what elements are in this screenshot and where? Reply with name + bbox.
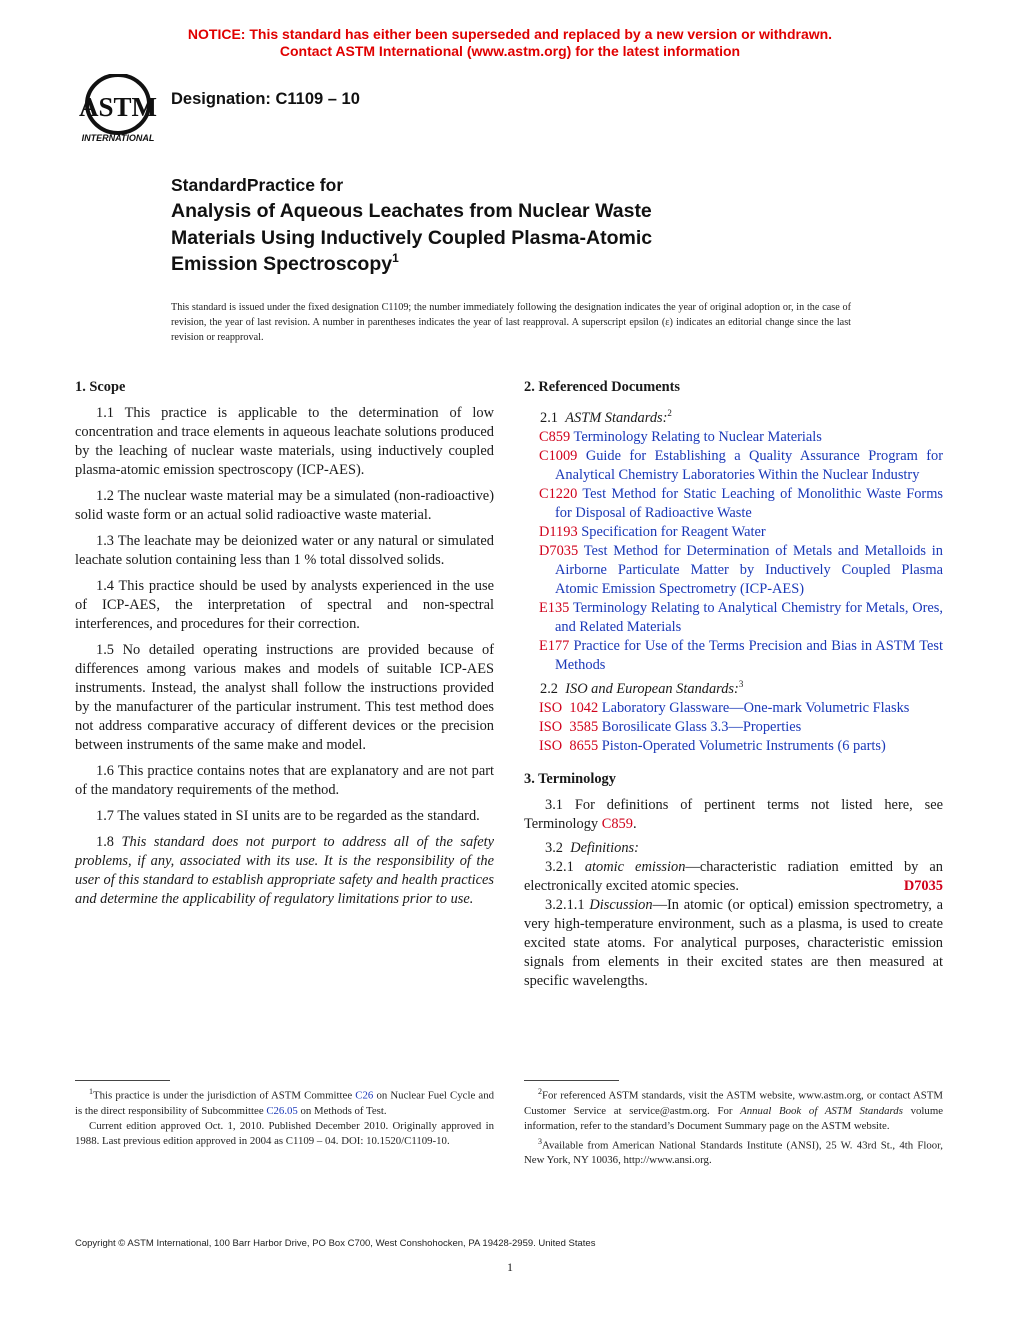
footnote-1-text-a: This practice is under the jurisdiction of ASTM Committee [93,1089,353,1102]
footnote-1 [75,1084,494,1119]
ref-code-link[interactable]: E177 [539,637,570,654]
astm-standards-text: ASTM Standards: [565,409,668,426]
ref-title-link[interactable]: Terminology Relating to Analytical Chemistry for Metals, Ores, and Related Materials [555,599,943,635]
title-prefix: StandardPractice for [171,175,344,195]
terminology-3-2-1-1-text: —In atomic (or optical) emission spectrometry, a very high-temperature environment, such as a plasma, is used to create excited state atoms. For analytical purposes, characteristic emission signals from elements in their excited states are then measured at specific wavelengths. [524,896,943,989]
footnote-2-italic: Annual Book of ASTM Standards [740,1104,903,1117]
scope-1-8 [75,833,494,909]
title-main [171,198,811,278]
ref-code-link[interactable]: ISO 8655 [539,737,599,754]
ref-code-link[interactable]: C859 [539,428,571,445]
committee-c26-link[interactable]: C26 [355,1089,374,1102]
footnote-3-marker: 3 [538,1136,542,1146]
ref-item[interactable] [524,699,943,718]
left-column [75,378,494,916]
scope-heading: 1. Scope [75,379,126,395]
right-column [524,378,943,991]
terminology-c859-link[interactable]: C859 [601,815,633,832]
footnote-3 [524,1134,943,1169]
document-title [171,174,811,278]
astm-logo [76,74,160,144]
terminology-heading: 3. Terminology [524,770,616,787]
iso-standards-text: ISO and European Standards: [565,680,739,697]
ref-code-link[interactable]: D7035 [539,542,579,559]
footnote-2 [524,1084,943,1134]
footnote-rule [75,1080,170,1081]
title-line-2: Materials Using Inductively Coupled Plasma-Atomic [171,226,653,249]
ref-code-link[interactable]: E135 [539,599,570,616]
issued-note: This standard is issued under the fixed designation C1109; the number immediately following the designation indicates the year of original adoption or, in the case of revision, the year of last revision. A number in parentheses indicates the year of last reapproval. A superscript epsilon (ε) indicates an editorial change since the last revision or reapproval. [171,302,851,343]
title-line-3-text: Emission Spectroscopy [171,253,393,275]
ref-title-link[interactable]: Laboratory Glassware—One-mark Volumetric Flasks [601,699,910,716]
terminology-3-1: 3.1 For definitions of pertinent terms not listed here, see Terminology C859. [524,796,943,832]
ref-item[interactable] [524,542,943,599]
scope-1-8-text: This standard does not purport to address all of the safety problems, if any, associated with its use. It is the responsibility of the user of this standard to establish appropriate safety and health practices and determine the applicability of regulatory limitations prior to use. [75,834,494,907]
scope-1-1: 1.1 This practice is applicable to the determination of low concentration and trace elements in aqueous leachate solutions produced by the leaching of nuclear waste materials, using inductively coupled plasma-atomic emission spectroscopy (ICP-AES). [75,405,494,478]
page-number: 1 [507,1260,513,1274]
referenced-documents-heading: 2. Referenced Documents [524,379,680,395]
copyright-line: Copyright © ASTM International, 100 Barr Harbor Drive, PO Box C700, West Conshohocken, PA 19428-2959. United States [75,1238,596,1249]
astm-standards-label [524,404,943,428]
scope-1-4: 1.4 This practice should be used by analysts experienced in the use of ICP-AES, the interpretation of spectral and non-spectral interferences, and procedures for their correction. [75,578,494,632]
footnotes-left [75,1080,494,1149]
logo-mark-text: ASTM [78,92,158,122]
ref-title-link[interactable]: Test Method for Static Leaching of Monolithic Waste Forms for Disposal of Radioactive Waste [555,485,943,521]
ref-title-link[interactable]: Terminology Relating to Nuclear Materials [573,428,822,445]
ref-item[interactable] [524,523,943,542]
iso-standards-label [524,675,943,699]
ref-title-link[interactable]: Piston-Operated Volumetric Instruments (6 parts) [601,737,886,754]
scope-1-5: 1.5 No detailed operating instructions are provided because of differences among various makes and models of suitable ICP-AES instruments. Instead, the analyst shall follow the instructions provided by the manufacturer of the particular instrument. This test method does not address comparative accuracy of different devices or the precision between instruments of the same make and model. [75,642,494,753]
scope-1-2: 1.2 The nuclear waste material may be a simulated (non-radioactive) solid waste form or an actual solid radioactive waste material. [75,488,494,523]
scope-1-3: 1.3 The leachate may be deionized water or any natural or simulated leachate solution containing less than 1 % total dissolved solids. [75,533,494,568]
terminology-3-2 [524,839,943,858]
terminology-3-2-1-1-number: 3.2.1.1 [545,896,585,913]
ref-code-link[interactable]: ISO 3585 [539,718,599,735]
astm-standards-footnote: 2 [667,408,672,418]
ref-title-link[interactable]: Test Method for Determination of Metals and Metalloids in Airborne Particulate Matter by Inductively Coupled Plasma Atomic Emission Spectrometry (ICP-AES) [555,542,943,597]
terminology-3-2-1-definition: —characteristic radiation emitted by an electronically excited atomic species. [524,858,943,894]
terminology-3-2-1-number: 3.2.1 [545,858,574,875]
terminology-3-2-1-1-label: Discussion [589,896,653,913]
ref-title-link[interactable]: Practice for Use of the Terms Precision and Bias in ASTM Test Methods [555,637,943,673]
ref-title-link[interactable]: Guide for Establishing a Quality Assurance Program for Analytical Chemistry Laboratories Within the Nuclear Industry [555,447,943,483]
ref-title-link[interactable]: Borosilicate Glass 3.3—Properties [601,718,802,735]
ref-item[interactable] [524,599,943,637]
scope-1-8-number: 1.8 [96,834,114,850]
terminology-3-1-text: 3.1 For definitions of pertinent terms not listed here, see Terminology [524,796,943,832]
iso-standards-footnote: 3 [738,678,744,689]
ref-item[interactable] [524,485,943,523]
ref-code-link[interactable]: C1009 [539,447,578,464]
ref-title-link[interactable]: Specification for Reagent Water [581,523,766,540]
title-line-3 [171,251,811,278]
subcommittee-c26-05-link[interactable]: C26.05 [266,1104,298,1117]
ref-item[interactable] [524,428,943,447]
ref-code-link[interactable]: ISO 1042 [539,699,599,716]
withdrawn-notice [0,26,1020,60]
terminology-d7035-source-link[interactable]: D7035 [903,877,943,894]
title-footnote-marker: 1 [392,251,399,265]
footnote-rule [524,1080,619,1081]
terminology-3-2-1-1 [524,896,943,991]
footnote-2-marker: 2 [538,1087,542,1096]
designation: Designation: C1109 – 10 [171,90,360,108]
footnote-2-text-b: volume information, refer to the standard’s Document Summary page on the ASTM website. [524,1104,944,1132]
logo-caption-text: INTERNATIONAL [81,133,155,143]
footnote-2-text-a: For referenced ASTM standards, visit the ASTM website, www.astm.org, or contact ASTM Customer Service at service@astm.org. For [524,1089,943,1117]
ref-code-link[interactable]: C1220 [539,485,578,502]
title-line-1: Analysis of Aqueous Leachates from Nuclear Waste [171,200,652,222]
footnote-1-text-c: on Methods of Test. [300,1104,387,1117]
footnote-1-text-b: on Nuclear Fuel Cycle and is the direct responsibility of Subcommittee [75,1089,494,1117]
ref-item[interactable] [524,447,943,485]
terminology-3-2-1-term: atomic emission [584,858,686,875]
astm-logo-icon [76,74,160,144]
notice-line-2: Contact ASTM International (www.astm.org) for the latest information [279,43,741,59]
terminology-3-2-label: Definitions: [570,839,639,856]
iso-standards-number: 2.2 [540,680,558,697]
astm-standards-number: 2.1 [540,409,558,426]
ref-item[interactable] [524,718,943,737]
footnotes-right [524,1080,943,1168]
ref-item[interactable] [524,637,943,675]
notice-line-1: NOTICE: This standard has either been superseded and replaced by a new version or withdrawn. [187,26,833,42]
footnote-1-edition: Current edition approved Oct. 1, 2010. Published December 2010. Originally approved in 1988. Last previous edition approved in 2004 as C1109 – 04. DOI: 10.1520/C1109-10. [75,1119,494,1147]
scope-1-6: 1.6 This practice contains notes that are explanatory and are not part of the mandatory requirements of the method. [75,763,494,798]
ref-item[interactable] [524,737,943,756]
terminology-3-2-number: 3.2 [545,839,563,856]
scope-1-7: 1.7 The values stated in SI units are to be regarded as the standard. [96,808,480,824]
ref-code-link[interactable]: D1193 [539,523,578,540]
terminology-3-2-1 [524,858,943,896]
footnote-1-marker: 1 [89,1087,93,1096]
footnote-3-text: Available from American National Standards Institute (ANSI), 25 W. 43rd St., 4th Floor, New York, NY 10036, http://www.ansi.org. [524,1139,943,1167]
